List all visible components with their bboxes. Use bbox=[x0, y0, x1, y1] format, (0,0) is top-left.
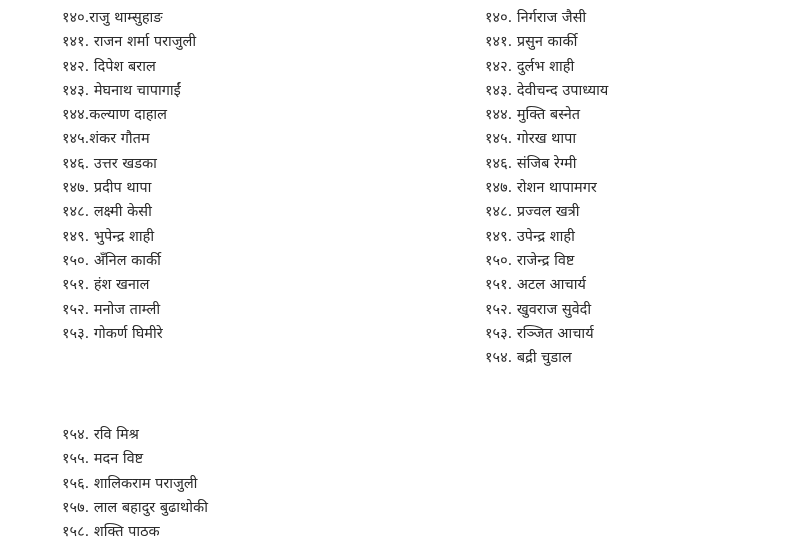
list-item: १५३. गोकर्ण घिमीरे bbox=[62, 325, 163, 342]
list-item: १५०. अँनिल कार्की bbox=[62, 252, 161, 269]
list-item: १४४. मुक्ति बस्नेत bbox=[485, 107, 581, 124]
right-name-list bbox=[485, 6, 608, 370]
list-item: १५६. शालिकराम पराजुली bbox=[62, 475, 198, 492]
list-item: १५५. मदन विष्ट bbox=[62, 451, 144, 468]
list-item: १४६. संजिब रेग्मी bbox=[485, 155, 577, 172]
list-item: १४८. लक्ष्मी केसी bbox=[62, 204, 152, 221]
list-item: १४४.कल्याण दाहाल bbox=[62, 107, 167, 124]
list-item: १५२. मनोज ताम्ली bbox=[62, 301, 161, 318]
list-item: १५२. खुवराज सुवेदी bbox=[485, 301, 592, 318]
list-item: १५१. हंश खनाल bbox=[62, 277, 150, 294]
list-item: १४१. प्रसुन कार्की bbox=[485, 34, 578, 51]
list-item: १४२. दुर्लभ शाही bbox=[485, 58, 575, 75]
list-item: १४६. उत्तर खडका bbox=[62, 155, 157, 172]
list-item: १४१. राजन शर्मा पराजुली bbox=[62, 34, 197, 51]
bottom-name-list bbox=[62, 423, 208, 544]
list-item: १४९. भुपेन्द्र शाही bbox=[62, 228, 155, 245]
list-item: १४९. उपेन्द्र शाही bbox=[485, 228, 575, 245]
list-item: १५७. लाल बहादुर बुढाथोकी bbox=[62, 499, 208, 516]
list-item: १४२. दिपेश बराल bbox=[62, 58, 156, 75]
list-item: १५३. रञ्जित आचार्य bbox=[485, 325, 594, 342]
list-item: १४०.राजु थाम्सुहाङ bbox=[62, 10, 163, 26]
left-name-list bbox=[62, 6, 196, 346]
list-item: १४०. निर्गराज जैसी bbox=[485, 10, 587, 26]
list-item: १५०. राजेन्द्र विष्ट bbox=[485, 252, 575, 269]
list-item: १५४. बद्री चुडाल bbox=[485, 350, 572, 367]
list-item: १५८. शक्ति पाठक bbox=[62, 524, 160, 541]
list-item: १५४. रवि मिश्र bbox=[62, 427, 139, 443]
list-item: १४५. गोरख थापा bbox=[485, 131, 577, 148]
list-item: १४३. देवीचन्द उपाध्याय bbox=[485, 82, 609, 99]
list-item: १४३. मेघनाथ चापागाईं bbox=[62, 82, 181, 99]
list-item: १५१. अटल आचार्य bbox=[485, 277, 586, 294]
list-item: १४५.शंकर गौतम bbox=[62, 131, 150, 148]
list-item: १४७. रोशन थापामगर bbox=[485, 180, 597, 197]
list-item: १४८. प्रज्वल खत्री bbox=[485, 204, 580, 221]
list-item: १४७. प्रदीप थापा bbox=[62, 180, 152, 197]
